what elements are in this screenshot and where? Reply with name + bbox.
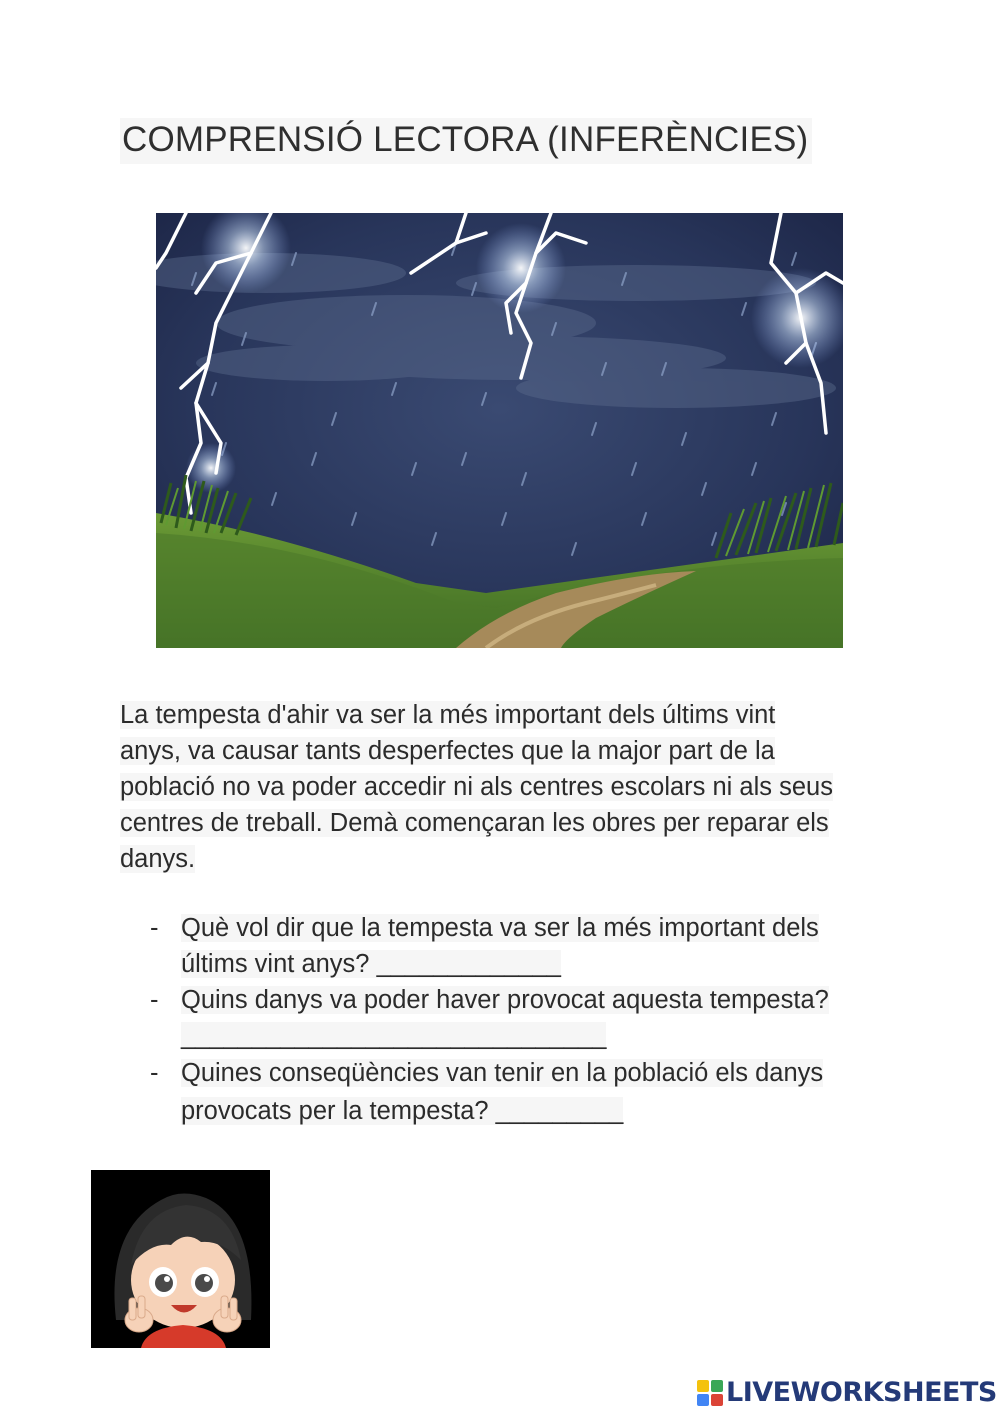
logo-icon [697, 1380, 723, 1406]
page-title: COMPRENSIÓ LECTORA (INFERÈNCIES) [120, 118, 812, 164]
question-line: Quines conseqüències van tenir en la població els danys [181, 1059, 824, 1087]
paragraph-line: població no va poder accedir ni als centres escolars ni als seus [120, 773, 833, 801]
storm-illustration [156, 213, 843, 648]
question-answer-line[interactable]: provocats per la tempesta? _________ [181, 1097, 624, 1125]
question-answer-line[interactable]: ______________________________ [181, 1022, 607, 1050]
question-item [120, 910, 920, 982]
question-item [120, 1054, 920, 1130]
question-line: Quins danys va poder haver provocat aquesta tempesta? [181, 986, 829, 1014]
question-list [120, 910, 920, 1130]
liveworksheets-logo [697, 1377, 997, 1408]
bullet-dash: - [150, 986, 159, 1014]
paragraph-line: anys, va causar tants desperfectes que la major part de la [120, 737, 775, 765]
reading-paragraph [120, 697, 880, 877]
paragraph-line: danys. [120, 845, 196, 873]
paragraph-line: centres de treball. Demà començaran les obres per reparar els [120, 809, 829, 837]
question-line: Què vol dir que la tempesta va ser la més important dels [181, 914, 819, 942]
avatar [91, 1170, 270, 1348]
bullet-dash: - [150, 914, 159, 942]
brand-text: LIVEWORKSHEETS [726, 1377, 997, 1408]
bullet-dash: - [150, 1059, 159, 1087]
question-answer-line[interactable]: últims vint anys? _____________ [181, 950, 561, 978]
paragraph-line: La tempesta d'ahir va ser la més important dels últims vint [120, 701, 776, 729]
question-item [120, 982, 920, 1054]
